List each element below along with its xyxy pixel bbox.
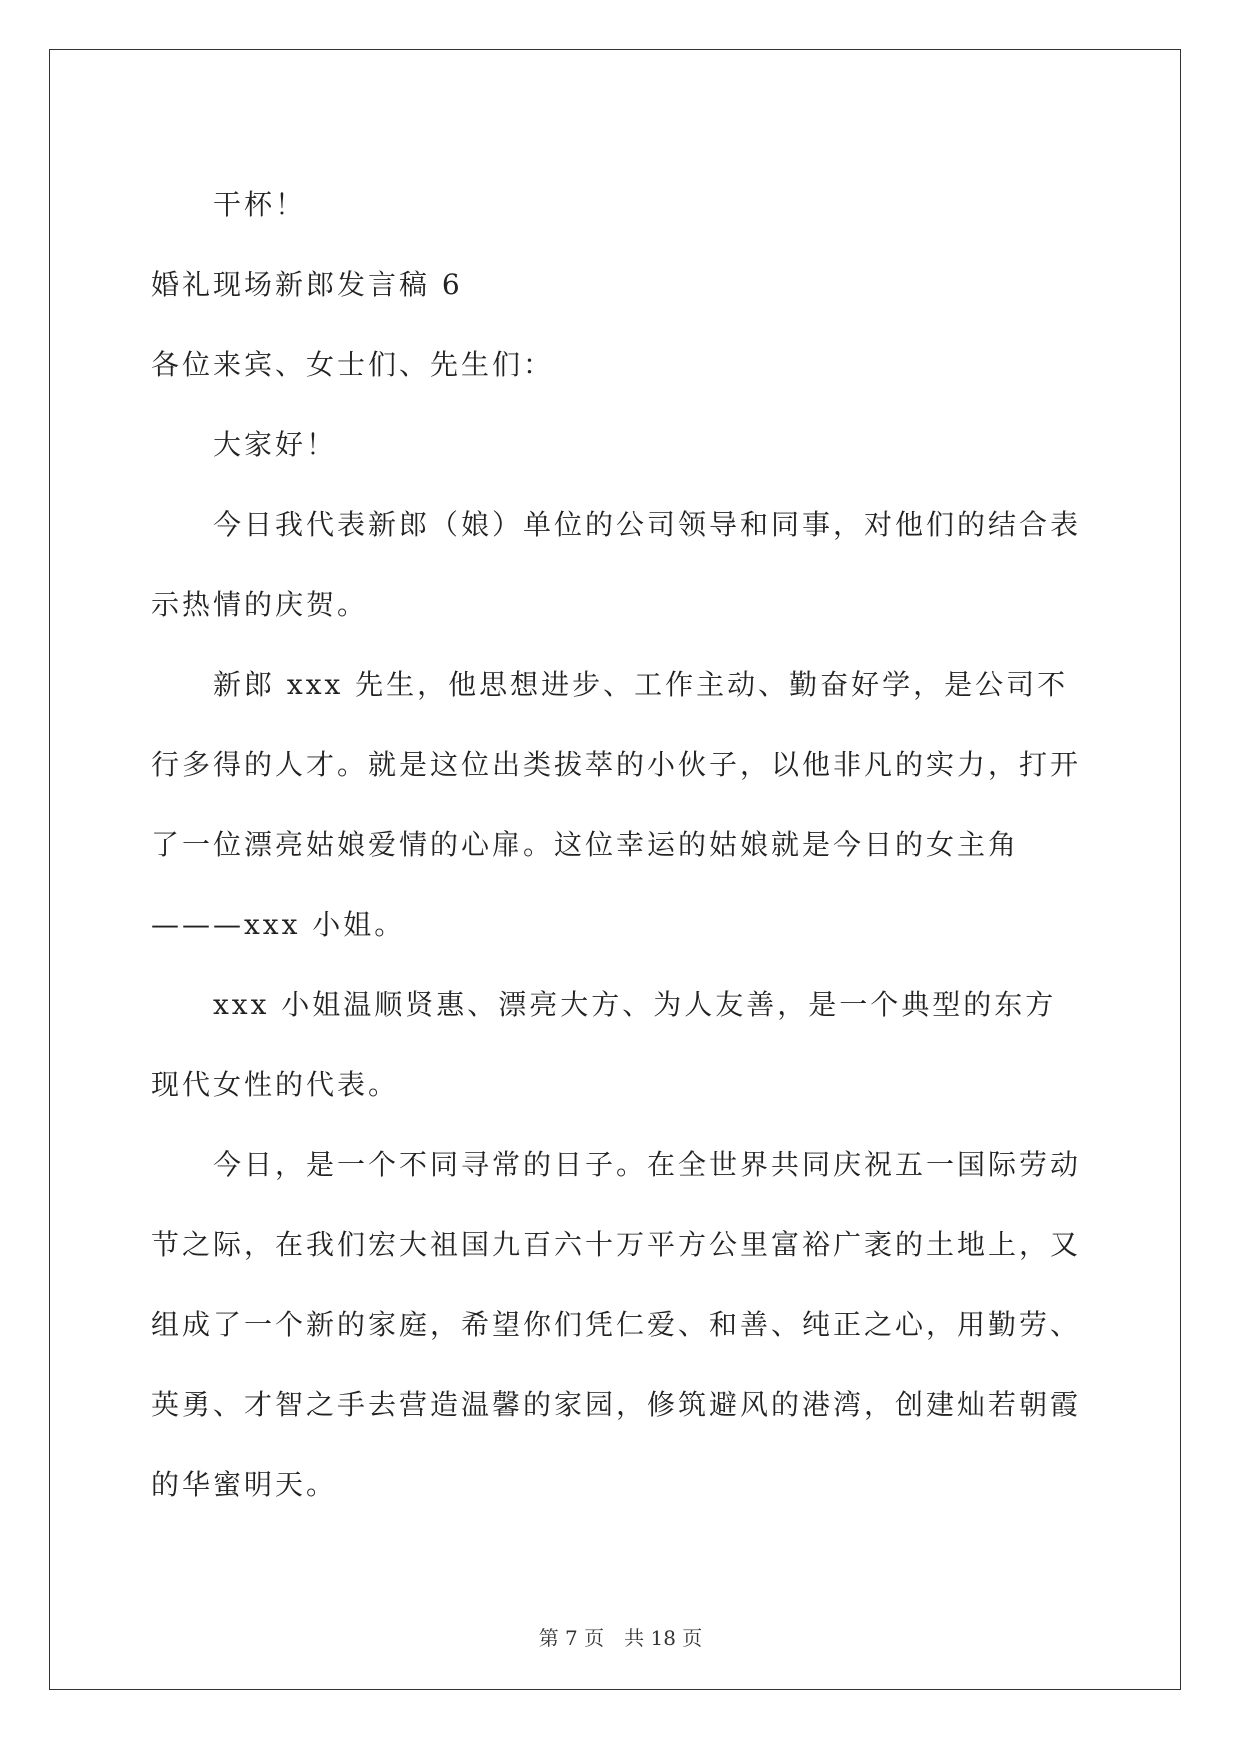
paragraph-groom: 新郎 xxx 先生，他思想进步、工作主动、勤奋好学，是公司不行多得的人才。就是这位出类拔萃的小伙子，以他非凡的实力，打开了一位漂亮姑娘爱情的心扉。这位幸运的姑娘就是今日的女主角———xxx 小姐。: [151, 668, 1082, 941]
greeting: 大家好！: [213, 428, 338, 461]
paragraph-congratulations: 今日我代表新郎（娘）单位的公司领导和同事，对他们的结合表示热情的庆贺。: [151, 508, 1082, 621]
page-number: 第 7 页 共 18 页: [538, 1626, 703, 1650]
paragraph-bride: xxx 小姐温顺贤惠、漂亮大方、为人友善，是一个典型的东方现代女性的代表。: [151, 988, 1057, 1101]
salutation: 各位来宾、女士们、先生们：: [151, 348, 555, 381]
paragraph-toast: 干杯！: [213, 188, 307, 221]
paragraph-wishes: 今日，是一个不同寻常的日子。在全世界共同庆祝五一国际劳动节之际，在我们宏大祖国九百六十万平方公里富裕广袤的土地上，又组成了一个新的家庭，希望你们凭仁爱、和善、纯正之心，用勤劳、英勇、才智之手去营造温馨的家园，修筑避风的港湾，创建灿若朝霞的华蜜明天。: [151, 1148, 1082, 1501]
section-title: 婚礼现场新郎发言稿 6: [151, 268, 463, 301]
document-body: [151, 165, 1081, 1525]
